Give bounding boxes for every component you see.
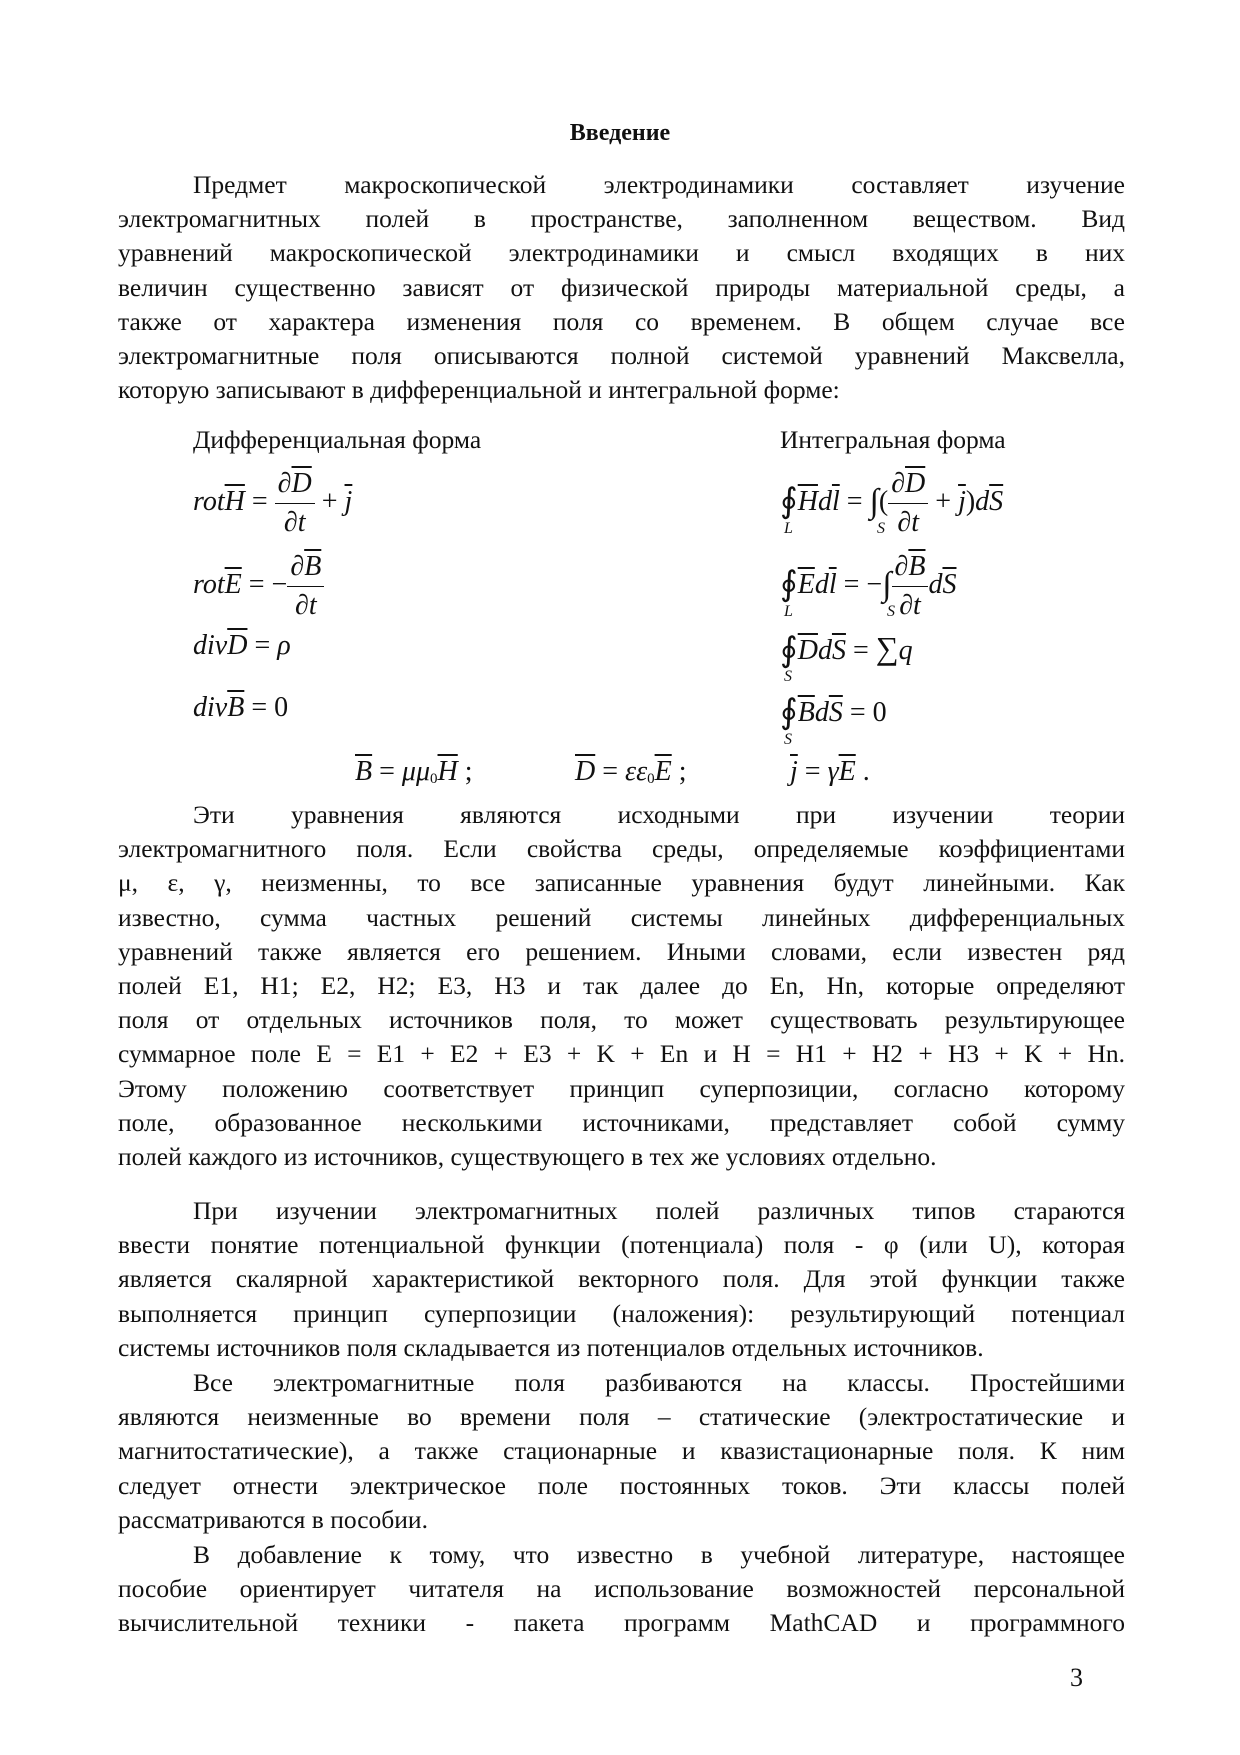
paragraph-potential [118,1194,1125,1365]
header-differential-form: Дифференциальная форма [193,425,482,454]
text-line: известно, сумма частных решений системы линейных дифференциальных [118,902,1125,932]
text-line: системы источников поля складывается из потенциалов отдельных источников. [118,1332,984,1362]
equation-material-b: $\overline{B} = \mu\mu_0\overline{H}$ ; [355,756,473,787]
page-number: 3 [1070,1663,1083,1692]
text-line: является скалярной характеристикой векторного поля. Для этой функции также [118,1264,1125,1294]
limit-s: S [784,668,792,685]
paragraph-intro [118,168,1125,407]
text-line: полей E1, H1; E2, H2; E3, H3 и так далее до En, Hn, которые определяют [118,971,1125,1001]
equation-material-d: $\overline{D} = \varepsilon\varepsilon_0\overline{E}$ ; [575,756,687,787]
limit-s: S [784,731,792,748]
text-line: магнитостатические), а также стационарные и квазистационарные поля. К ним [118,1436,1125,1466]
text-line: поле, образованное несколькими источниками, представляет собой сумму [118,1107,1125,1137]
text-line: При изучении электромагнитных полей различных типов стараются [193,1196,1125,1225]
text-line: Этому положению соответствует принцип суперпозиции, согласно которому [118,1073,1125,1103]
text-line: μ, ε, γ, неизменны, то все записанные уравнения будут линейными. Как [118,868,1125,898]
limit-s: S [877,520,885,537]
text-line: следует отнести электрическое поле постоянных токов. Эти классы полей [118,1470,1125,1500]
text-line: полей каждого из источников, существующего в тех же условиях отдельно. [118,1142,937,1172]
text-line: поля от отдельных источников поля, то может существовать результирующее [118,1005,1125,1035]
equation-rot-e: $rot\overline{E}$ = − $\frac{\partial\overline{B}}{\partial t}$ [193,548,324,625]
paragraph-classes [118,1366,1125,1537]
text-line: вычислительной техники - пакета программ MathCAD и программного [118,1608,1125,1638]
paragraph-mathcad [118,1538,1125,1641]
equation-integral-e: $∮\overline{E}d\overline{l}$ = −∫ $\frac{\partial\overline{B}}{\partial t}$ $d\overline{S}$ [780,548,956,625]
equation-integral-h: $∮\overline{H}d\overline{l}$ = ∫( $\frac{\partial\overline{D}}{\partial t}$ + $\overline{j})d\overline{S}$ [780,465,1003,542]
limit-s: S [887,603,895,620]
limit-l: L [784,520,793,537]
text-line: Все электромагнитные поля разбиваются на классы. Простейшими [193,1368,1125,1397]
equation-integral-b: $∮\overline{B}d\overline{S} = 0$ [780,694,887,731]
text-line: ввести понятие потенциальной функции (потенциала) поля - φ (или U), которая [118,1230,1125,1260]
equation-div-b: $div\overline{B} = 0$ [193,692,289,723]
text-line: уравнений макроскопической электродинамики и смысл входящих в них [118,238,1125,268]
text-line: В добавление к тому, что известно в учебной литературе, настоящее [193,1540,1125,1569]
text-line: пособие ориентирует читателя на использование возможностей персональной [118,1574,1125,1604]
equation-rot-h: $rot\overline{H}$ = $\frac{\partial\overline{D}}{\partial t}$ + $\overline{j}$ [193,465,352,542]
header-integral-form: Интегральная форма [780,425,1006,454]
paragraph-superposition [118,798,1125,1174]
text-line: величин существенно зависят от физической природы материальной среды, а [118,272,1125,302]
equation-integral-d: $∮\overline{D}d\overline{S} = \sum q$ [780,630,913,669]
text-line: суммарное поле E = E1 + E2 + E3 + K + En и H = H1 + H2 + H3 + K + Hn. [118,1039,1125,1069]
text-line: электромагнитных полей в пространстве, заполненном веществом. Вид [118,204,1125,234]
section-title: Введение [569,120,671,146]
text-line: электромагнитные поля описываются полной системой уравнений Максвелла, [118,341,1125,371]
equation-div-d: $div\overline{D} = \rho$ [193,630,291,661]
text-line: электромагнитного поля. Если свойства среды, определяемые коэффициентами [118,834,1125,864]
text-line: Предмет макроскопической электродинамики составляет изучение [193,170,1125,199]
limit-l: L [784,603,793,620]
text-line: также от характера изменения поля со временем. В общем случае все [118,306,1125,336]
text-line: выполняется принцип суперпозиции (наложения): результирующий потенциал [118,1298,1125,1328]
text-line: являются неизменные во времени поля – статические (электростатические и [118,1402,1125,1432]
text-line: рассматриваются в пособии. [118,1504,428,1534]
text-line: уравнений также является его решением. Иными словами, если известен ряд [118,936,1125,966]
text-line: Эти уравнения являются исходными при изучении теории [193,800,1125,829]
equation-material-j: $\overline{j} = \gamma\overline{E}$ . [790,756,870,787]
text-line: которую записывают в дифференциальной и интегральной форме: [118,375,840,405]
